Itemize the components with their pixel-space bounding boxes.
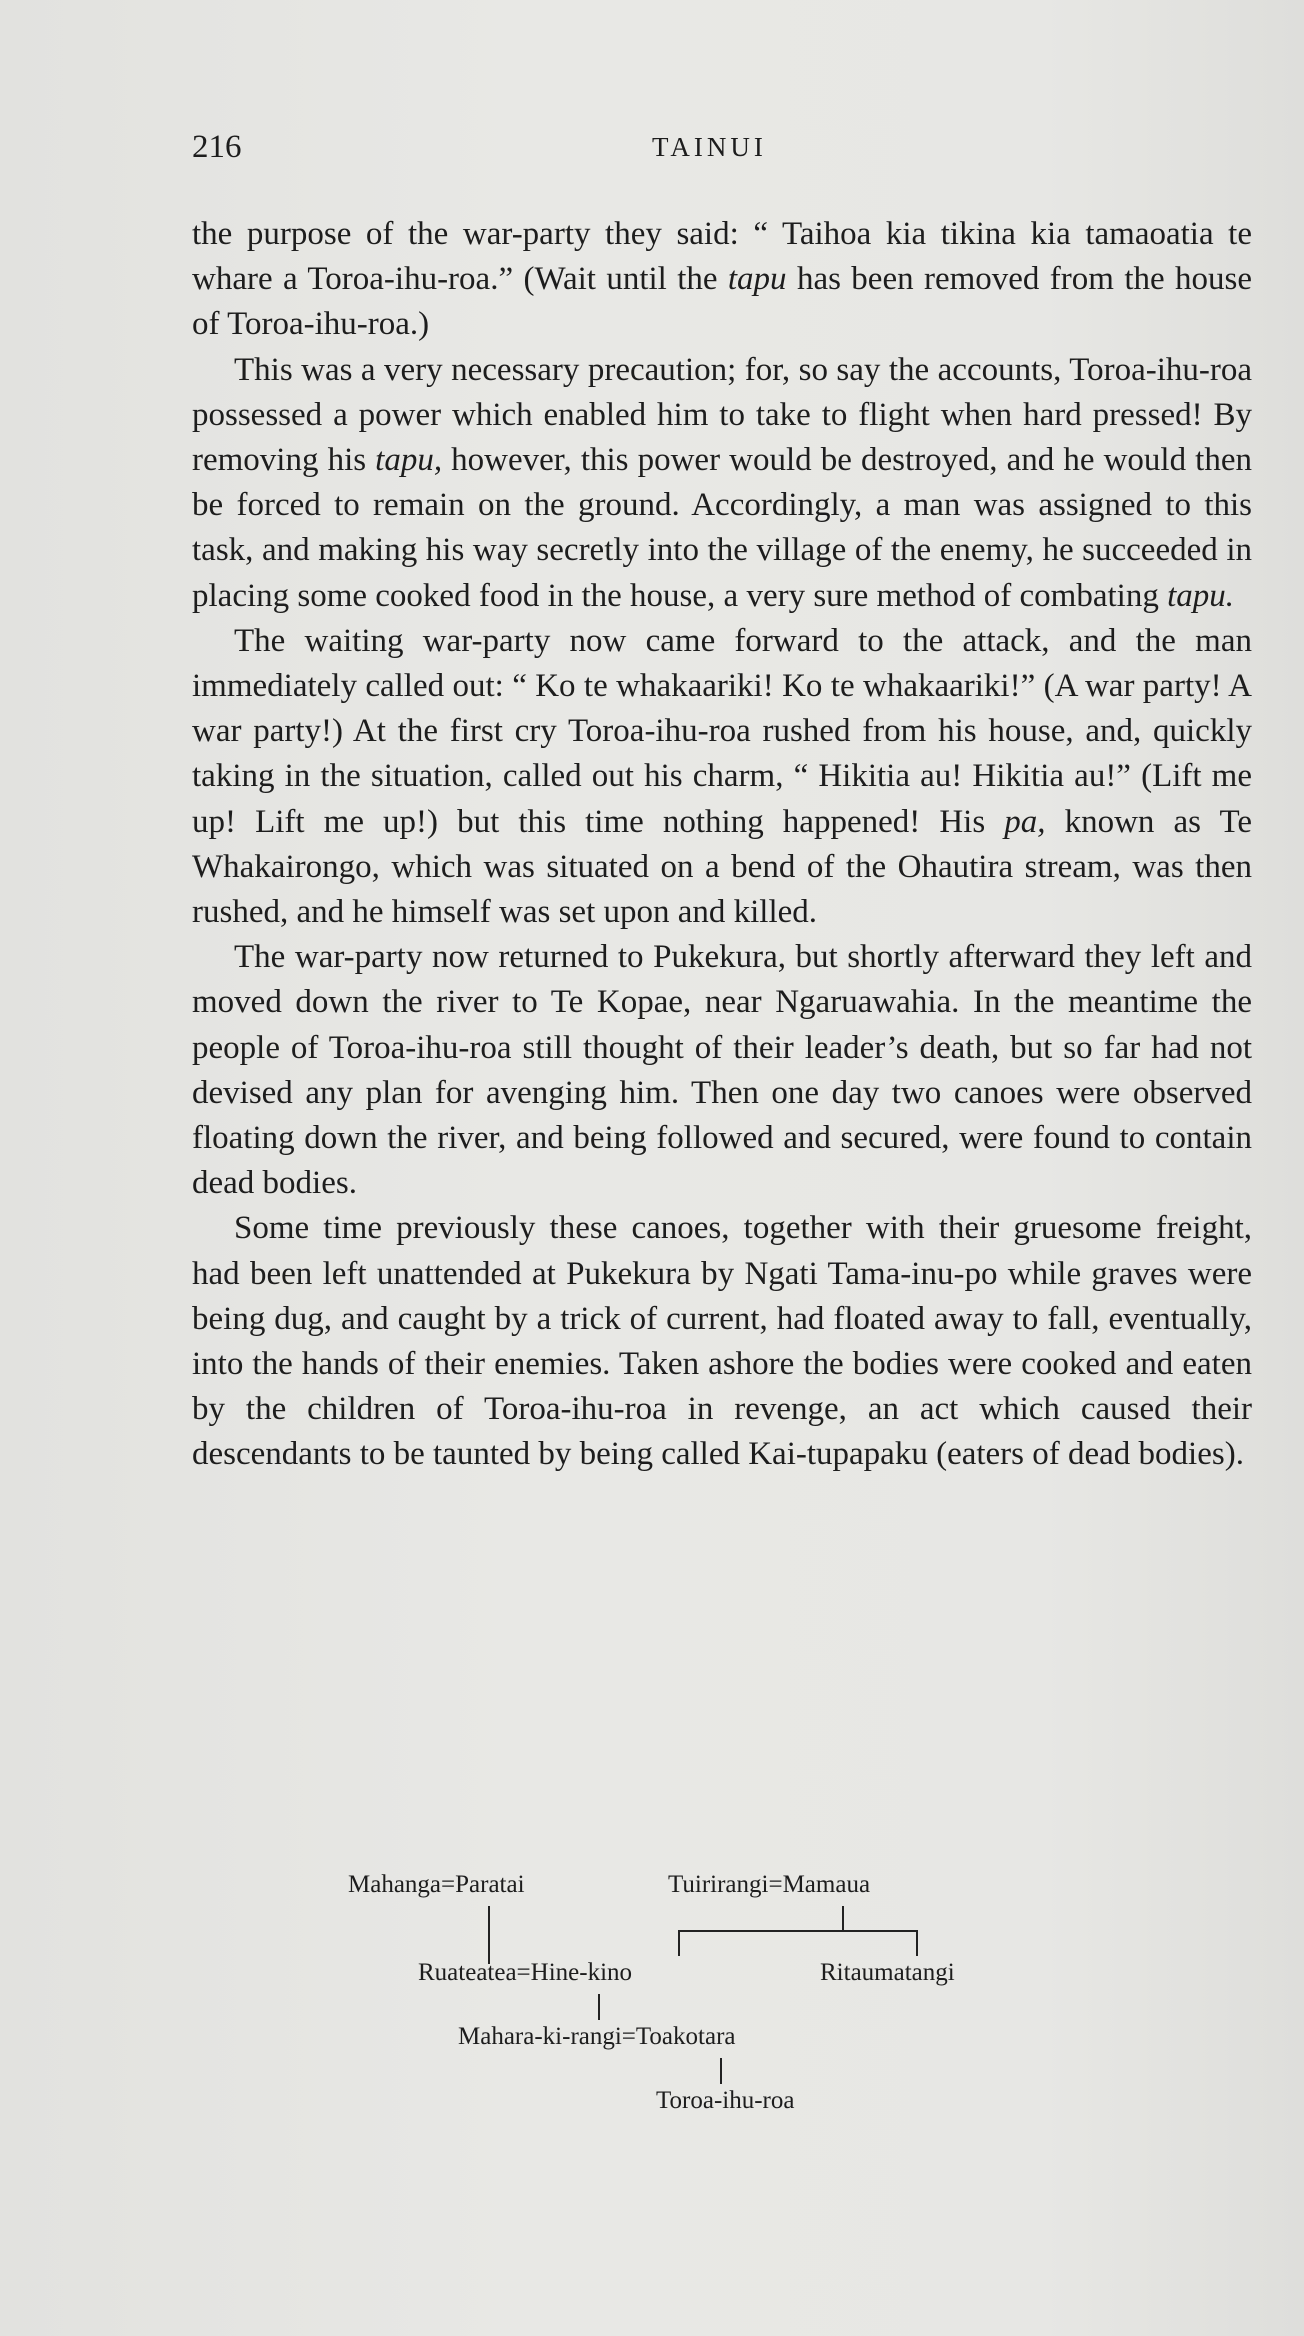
text-segment: The war-party now returned to Pukekura, but shortly afterward they left and moved down the river to Te Kopae, near Ngaruawahia. In the meantime the people of Toroa-ihu-roa still thought of their leader’s death, but so far had not devised any plan for avenging him. Then one day two canoes were observed floating down the river, and being followed and secured, were found to contain dead bodies. [192,939,1252,1202]
text-segment: however, this power would be destroyed, and he would then be forced to remain on the ground. Accordingly, a man was assigned to this task, and making his way secretly into the village of the enemy, he succeeded in placing some cooked food in the house, a very sure method of combating [192,442,1252,614]
genealogy-line-hine-kino-descent [598,1994,600,2020]
italic-term: pa, [1004,803,1046,840]
text-segment: This was a very necessary precaution; for, so say the accounts, Toroa-ihu-roa possessed a power which enabled him to take to flight when hard pressed! By removing his [192,351,1252,479]
genealogy-node-tuirirangi-mamaua: Tuirirangi=Mamaua [668,1871,871,1898]
text-segment: the purpose of the war-party they said: “ Taihoa kia tikina kia tamaoatia te whare a Toroa-ihu-roa.” (Wait until the [192,216,1252,298]
text-segment: has been removed from the house of Toroa-ihu-roa.) [192,261,1252,343]
genealogy-node-ruateatea-hine-kino: Ruateatea=Hine-kino [418,1959,633,1986]
genealogy-node-mahanga-paratai: Mahanga=Paratai [348,1871,525,1898]
genealogy-line-tuirirangi-descent [842,1906,844,1930]
paragraph [192,619,1252,935]
genealogy-line-sibling-bar [678,1930,918,1932]
italic-term: tapu [727,261,787,298]
genealogy-line-to-hine-kino [678,1930,680,1956]
text-segment: The waiting war-party now came forward to the attack, and the man immediately called out: “ Ko te whakaariki! Ko te whakaariki!” (A war party! A war party!) At the first cry Toroa-ihu-roa rushed from his house, and, quickly taking in the situation, called out his charm, “ Hikitia au! Hikitia au!” (Lift me up! Lift me up!) but this time nothing happened! His [192,622,1252,840]
running-title: TAINUI [652,132,767,162]
paragraph [192,935,1252,1206]
genealogy-node-toroa-ihu-roa: Toroa-ihu-roa [656,2087,795,2114]
text-segment: Some time previously these canoes, together with their gruesome freight, had been left unattended at Pukekura by Ngati Tama-inu-po while graves were being dug, and caught by a trick of current, had floated away to fall, eventually, into the hands of their enemies. Taken ashore the bodies were cooked and eaten by the children of Toroa-ihu-roa in revenge, an act which caused their descendants to be taunted by being called Kai-tupapaku (eaters of dead bodies). [192,1210,1252,1473]
text-segment: known as Te Whakairongo, which was situated on a bend of the Ohautira stream, was then rushed, and he himself was set upon and killed. [192,803,1252,931]
genealogy-line-toakotara-descent [720,2058,722,2084]
page-number: 216 [192,129,242,165]
genealogy-line-to-ritaumatangi [916,1930,918,1956]
italic-term: tapu, [375,442,443,479]
genealogy-node-mahara-ki-rangi-toakotara: Mahara-ki-rangi=Toakotara [458,2023,736,2050]
paragraph [192,348,1252,619]
body-text [192,212,1252,1478]
running-head [192,122,1252,172]
genealogy-node-ritaumatangi: Ritaumatangi [820,1959,955,1986]
italic-term: tapu. [1167,577,1235,614]
genealogy-chart [300,1870,1060,2160]
genealogy-line-mahanga-descent [488,1906,490,1964]
paragraph [192,1206,1252,1477]
paragraph [192,212,1252,348]
